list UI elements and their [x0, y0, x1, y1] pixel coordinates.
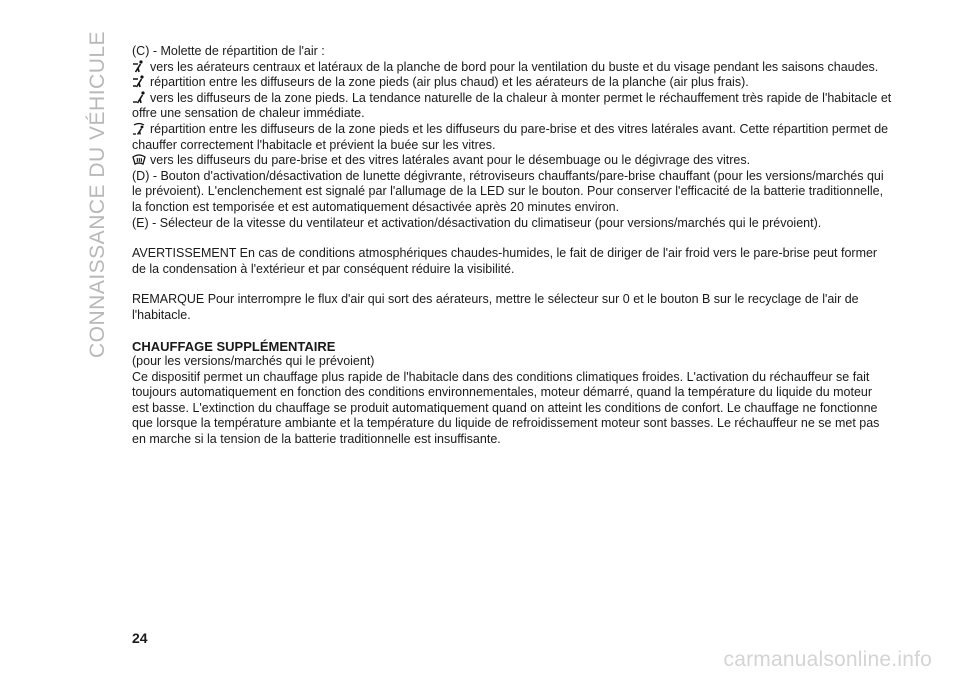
mode-bilevel: répartition entre les diffuseurs de la zone pieds (air plus chaud) et les aérateurs de la planche (air plus frais).: [132, 75, 892, 91]
windshield-defrost-icon: [132, 153, 146, 166]
button-d-description: (D) - Bouton d'activation/désactivation de lunette dégivrante, rétroviseurs chauffants/pare-brise chauffant (pour les versions/marchés qui le prévoient). L'enclenchement est signalé par l'allumage de la LED sur le bouton. Pour conserver l'efficacité de la batterie traditionnelle, la fonction est temporisée et est automatiquement désactivée après 20 minutes environ.: [132, 168, 884, 214]
versions-note: (pour les versions/marchés qui le prévoient): [132, 354, 375, 369]
knob-c-intro: (C) - Molette de répartition de l'air :: [132, 44, 325, 58]
section-heading: CHAUFFAGE SUPPLÉMENTAIRE: [132, 338, 336, 354]
mode-feet-defrost: répartition entre les diffuseurs de la zone pieds et les diffuseurs du pare-brise et des vitres latérales avant. Cette répartition permet de chauffer correctement l'habitacle et prévient la buée sur les vitres.: [132, 121, 889, 152]
foot-defrost-vent-icon: [132, 122, 146, 135]
foot-vent-icon: [132, 91, 146, 104]
page-number: 24: [132, 630, 148, 646]
mode-defrost: vers les diffuseurs du pare-brise et des vitres latérales avant pour le désembuage ou le dégivrage des vitres.: [132, 153, 892, 169]
warning-paragraph: AVERTISSEMENT En cas de conditions atmosphériques chaudes-humides, le fait de diriger de l'air froid vers le pare-brise peut former de la condensation à l'extérieur et par conséquent réduire la visibilité.: [132, 246, 878, 276]
face-vent-icon: [132, 60, 146, 73]
mode-feet: vers les diffuseurs de la zone pieds. La tendance naturelle de la chaleur à monter permet le réchauffement très rapide de l'habitacle et offre une sensation de chaleur immédiate.: [132, 90, 892, 121]
page-content: [132, 44, 892, 448]
section-title: CONNAISSANCE DU VÉHICULE: [86, 30, 109, 358]
selector-e-description: (E) - Sélecteur de la vitesse du ventilateur et activation/désactivation du climatiseur (pour versions/marchés qui le prévoient).: [132, 215, 822, 230]
mode-face: vers les aérateurs centraux et latéraux de la planche de bord pour la ventilation du buste et du visage pendant les saisons chaudes.: [132, 60, 892, 76]
note-paragraph: REMARQUE Pour interrompre le flux d'air qui sort des aérateurs, mettre le sélecteur sur 0 et le bouton B sur le recyclage de l'air de l'habitacle.: [132, 292, 859, 322]
heater-body: Ce dispositif permet un chauffage plus rapide de l'habitacle dans des conditions climatiques froides. L'activation du réchauffeur se fait toujours automatiquement en fonction des conditions environnementales, moteur démarré, quand la température du liquide du moteur est basse. L'extinction du chauffage se produit automatiquement quand on atteint les conditions de confort. Le chauffage ne fonctionne que lorsque la température ambiante et la température du liquide de refroidissement moteur sont basses. Le réchauffeur ne se met pas en marche si la tension de la batterie traditionnelle est insuffisante.: [132, 369, 880, 447]
bilevel-vent-icon: [132, 75, 146, 88]
watermark: carmanualsonline.info: [723, 648, 932, 671]
